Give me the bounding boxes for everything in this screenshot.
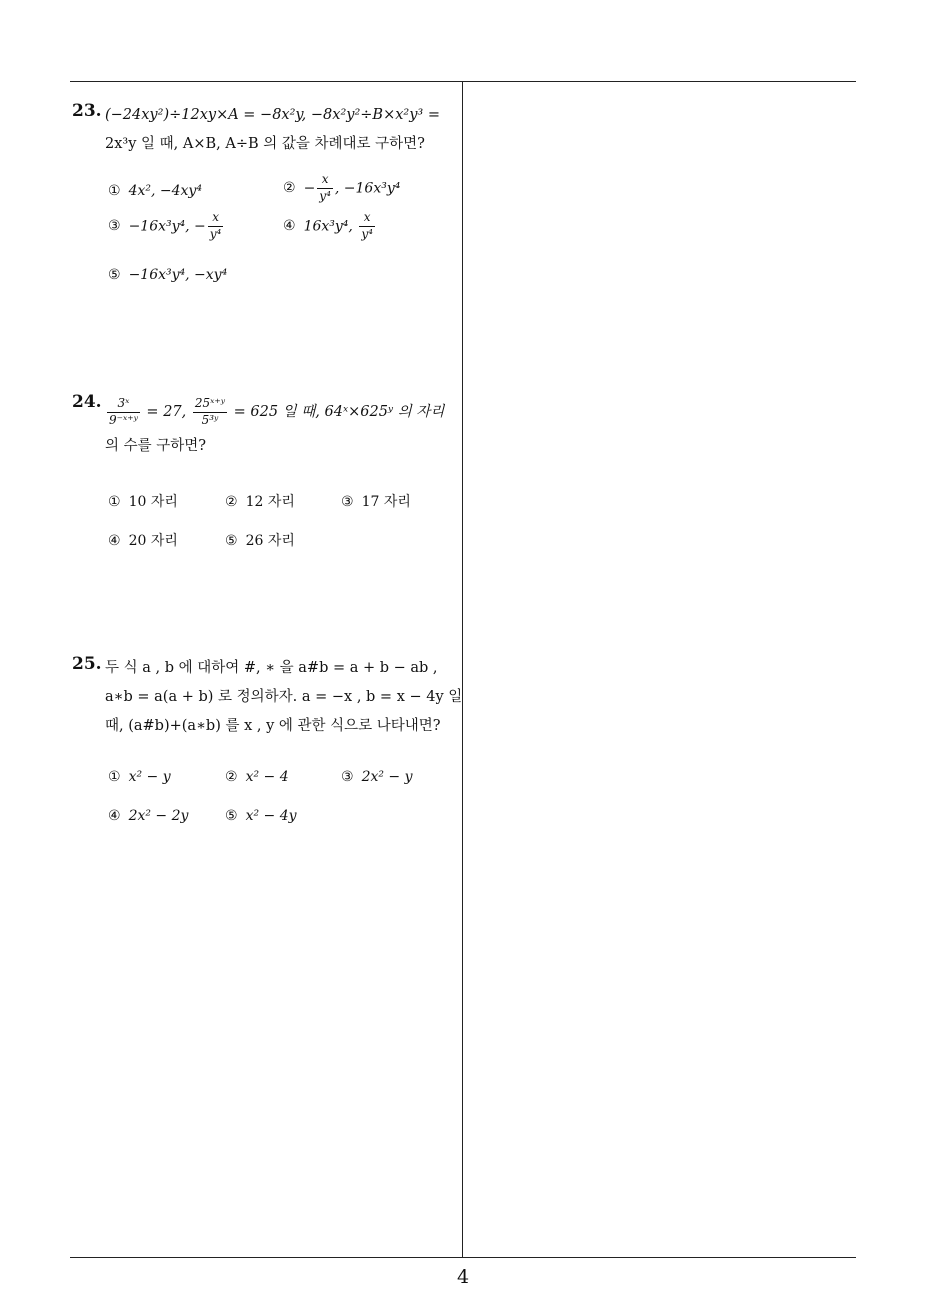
stem-line: a∗b = a(a + b) 로 정의하자. a = −x , b = x − 4y 일 [105, 689, 463, 705]
fraction-denominator: 9⁻ˣ⁺ʸ [109, 412, 138, 427]
choice-1[interactable] [108, 769, 171, 785]
fraction-numerator: x [317, 173, 333, 189]
choice-4[interactable] [283, 211, 377, 242]
fraction [107, 397, 140, 428]
fraction [317, 173, 333, 204]
bottom-rule [70, 1257, 856, 1258]
stem-line: 때, (a#b)+(a∗b) 를 x , y 에 관한 식으로 나타내면? [105, 718, 441, 734]
stem-text: = 27, [141, 404, 191, 420]
problem-number: 25. [72, 654, 102, 674]
choice-3[interactable] [341, 491, 411, 511]
problem-23 [72, 101, 460, 293]
page-number: 4 [456, 1266, 470, 1288]
choice-marker: ③ [341, 769, 354, 785]
problem-number: 23. [72, 101, 102, 121]
problem-stem [105, 101, 460, 159]
choice-marker: ③ [108, 218, 121, 235]
choice-text: x² − 4 [245, 769, 289, 785]
choice-prefix: − [303, 180, 316, 197]
choice-4[interactable] [108, 808, 188, 824]
choice-marker: ② [283, 180, 296, 197]
choice-2[interactable] [225, 491, 295, 511]
choice-marker: ④ [108, 533, 121, 549]
choice-marker: ② [225, 769, 238, 785]
choice-text: x² − 4y [245, 808, 297, 824]
fraction-denominator: y⁴ [319, 188, 331, 203]
fraction [208, 211, 224, 242]
fraction [193, 397, 227, 428]
choice-marker: ⑤ [225, 808, 238, 824]
problem-24 [72, 392, 460, 561]
fraction-numerator: x [208, 211, 224, 227]
choice-text: 2x² − 2y [128, 808, 189, 824]
fraction-denominator: y⁴ [209, 226, 222, 241]
choice-list [108, 769, 460, 839]
choice-prefix: 16x³y⁴, [303, 218, 358, 235]
choice-text: 4x², −4xy⁴ [128, 183, 202, 199]
fraction-denominator: y⁴ [361, 226, 373, 241]
stem-line: 두 식 a , b 에 대하여 #, ∗ 을 a#b = a + b − ab , [105, 660, 438, 676]
choice-marker: ③ [341, 494, 354, 510]
problem-stem [105, 392, 460, 461]
fraction-numerator: 3ˣ [107, 397, 140, 413]
problem-25 [72, 654, 463, 839]
problem-number: 24. [72, 392, 102, 412]
choice-marker: ⑤ [108, 267, 121, 283]
choice-list [108, 491, 460, 561]
choice-4[interactable] [108, 530, 178, 550]
top-rule [70, 81, 856, 82]
choice-5[interactable] [108, 267, 227, 283]
choice-marker: ② [225, 494, 238, 510]
choice-text: 26 자리 [245, 533, 295, 549]
choice-text: 10 자리 [128, 494, 178, 510]
choice-marker: ① [108, 183, 121, 199]
fraction [359, 211, 375, 242]
problem-stem [105, 654, 463, 741]
choice-marker: ① [108, 769, 121, 785]
stem-text: = 625 일 때, 64ˣ×625ʸ 의 자리 [229, 404, 445, 420]
choice-5[interactable] [225, 808, 297, 824]
stem-line [105, 392, 460, 432]
choice-1[interactable] [108, 491, 178, 511]
fraction-numerator: x [359, 211, 375, 227]
choice-1[interactable] [108, 183, 202, 199]
choice-text: 2x² − y [361, 769, 413, 785]
choice-3[interactable] [108, 211, 225, 242]
choice-2[interactable] [283, 173, 400, 204]
column-divider [462, 81, 463, 1257]
fraction-denominator: 5³ʸ [201, 412, 219, 427]
choice-text: 20 자리 [128, 533, 178, 549]
choice-2[interactable] [225, 769, 289, 785]
stem-line: 2x³y 일 때, A×B, A÷B 의 값을 차례대로 구하면? [105, 136, 425, 152]
choice-marker: ① [108, 494, 121, 510]
choice-marker: ⑤ [225, 533, 238, 549]
choice-5[interactable] [225, 530, 295, 550]
choice-text: 17 자리 [361, 494, 411, 510]
choice-text: 12 자리 [245, 494, 295, 510]
choice-marker: ④ [283, 218, 296, 235]
choice-marker: ④ [108, 808, 121, 824]
choice-list [108, 172, 460, 293]
choice-text: −16x³y⁴, −xy⁴ [128, 267, 228, 283]
fraction-numerator: 25ˣ⁺ʸ [193, 397, 227, 413]
choice-prefix: −16x³y⁴, − [128, 218, 206, 235]
choice-suffix: , −16x³y⁴ [334, 180, 401, 197]
stem-line: 의 수를 구하면? [105, 438, 207, 454]
choice-text: x² − y [128, 769, 171, 785]
choice-3[interactable] [341, 769, 413, 785]
stem-line: (−24xy²)÷12xy×A = −8x²y, −8x²y²÷B×x²y³ = [105, 107, 440, 123]
